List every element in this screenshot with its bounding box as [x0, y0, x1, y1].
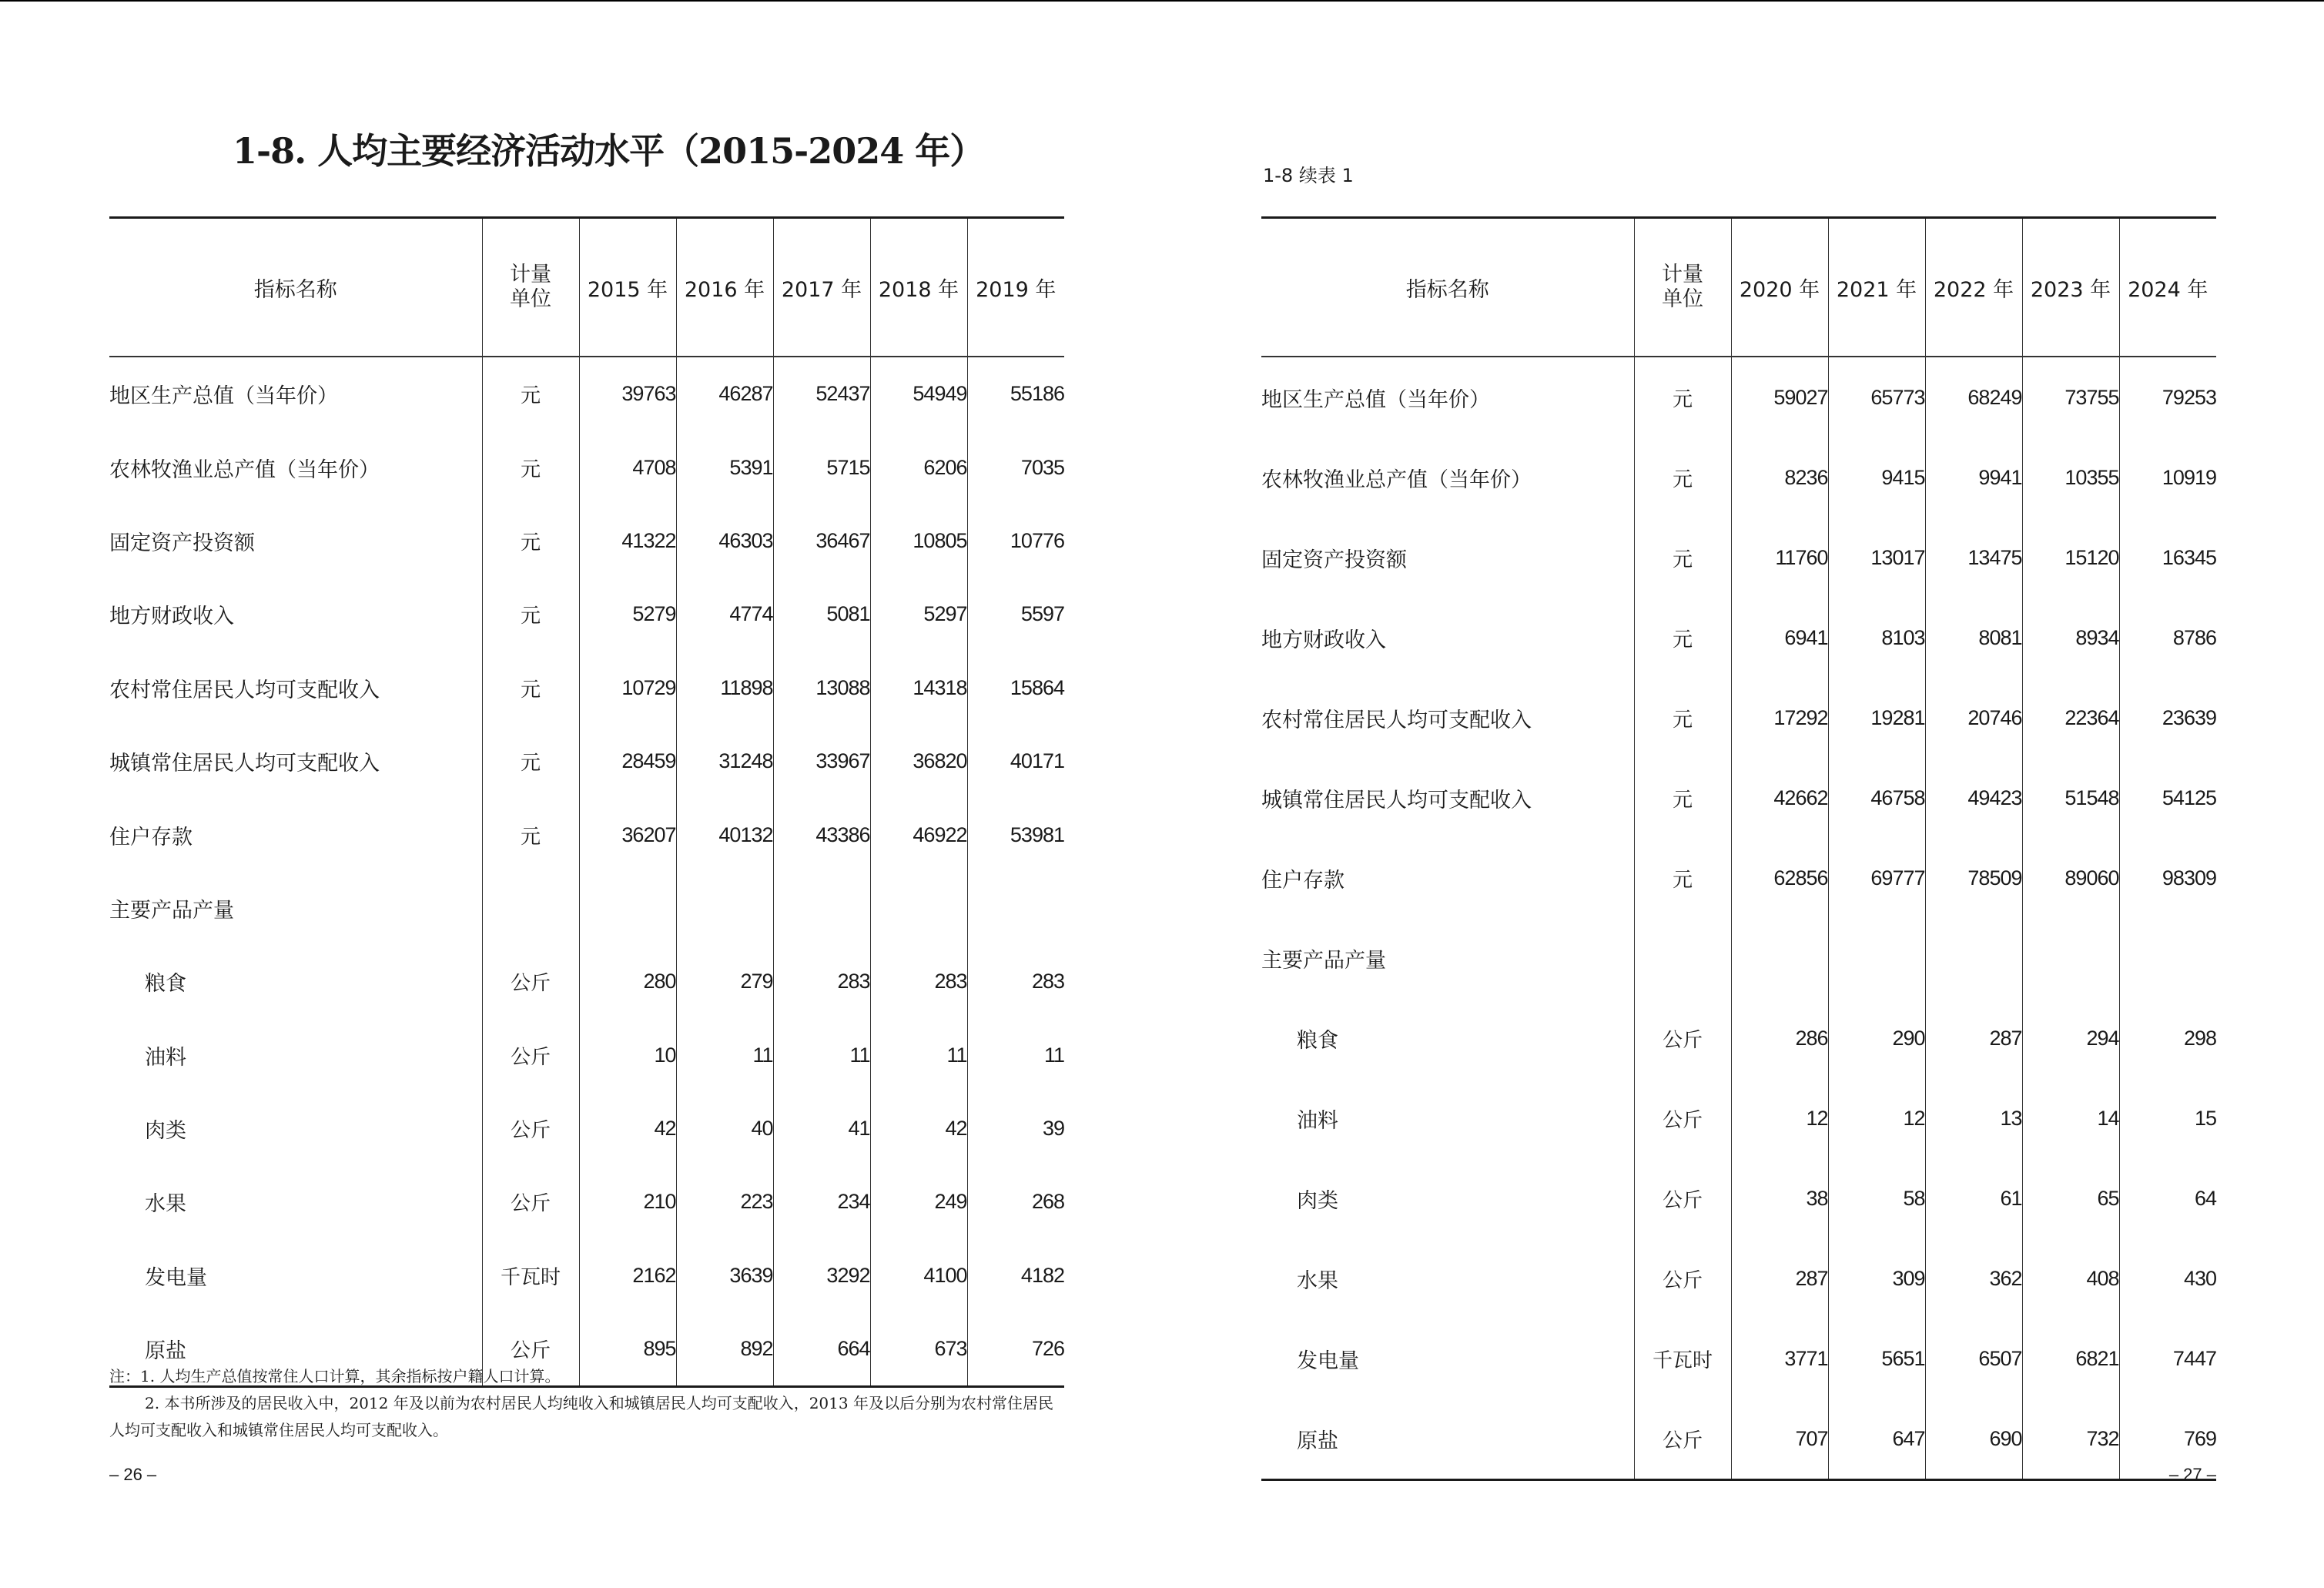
table-body: [109, 357, 1064, 1387]
row-unit: 公斤: [482, 1019, 579, 1092]
row-value: 769: [2119, 1399, 2216, 1480]
header-year: 2022 年: [1925, 218, 2022, 357]
row-value: 664: [773, 1312, 870, 1387]
header-unit-line2: 单位: [510, 287, 551, 311]
row-value: 673: [870, 1312, 967, 1387]
row-value: 9415: [1828, 437, 1925, 518]
row-value: 78509: [1925, 838, 2022, 918]
row-value: 9941: [1925, 437, 2022, 518]
row-value: 3771: [1731, 1318, 1828, 1399]
row-value: 286: [1731, 998, 1828, 1078]
row-value: 408: [2022, 1238, 2119, 1318]
table-row: [1261, 998, 2216, 1078]
row-value: 6821: [2022, 1318, 2119, 1399]
row-value: [1828, 918, 1925, 998]
row-value: 33967: [773, 725, 870, 798]
row-value: 5279: [579, 578, 676, 651]
row-value: 89060: [2022, 838, 2119, 918]
table-row: [109, 945, 1064, 1018]
table-row: [1261, 1078, 2216, 1158]
row-value: 10776: [967, 504, 1064, 578]
header-year: 2018 年: [870, 218, 967, 357]
row-value: 20746: [1925, 678, 2022, 758]
row-value: 31248: [676, 725, 773, 798]
row-value: 42: [870, 1092, 967, 1165]
footnote: 注：1. 人均生产总值按常住人口计算，其余指标按户籍人口计算。: [109, 1367, 561, 1385]
table-row: [109, 1092, 1064, 1165]
header-year: 2020 年: [1731, 218, 1828, 357]
row-value: 36467: [773, 504, 870, 578]
table-row: [1261, 1158, 2216, 1238]
row-value: 8934: [2022, 598, 2119, 678]
row-value: 10805: [870, 504, 967, 578]
row-value: 14318: [870, 652, 967, 725]
row-value: 28459: [579, 725, 676, 798]
data-table-2015-2019: [109, 216, 1064, 1388]
row-value: 290: [1828, 998, 1925, 1078]
row-value: 36820: [870, 725, 967, 798]
row-indicator-name: 主要产品产量: [109, 898, 234, 923]
row-indicator-name: 地区生产总值（当年价）: [109, 384, 338, 409]
row-value: 294: [2022, 998, 2119, 1078]
row-unit: 元: [482, 504, 579, 578]
row-indicator-name: 水果: [1297, 1268, 1338, 1293]
header-year: 2024 年: [2119, 218, 2216, 357]
row-value: 65: [2022, 1158, 2119, 1238]
row-value: 41322: [579, 504, 676, 578]
row-value: 3639: [676, 1239, 773, 1312]
table-row: [109, 872, 1064, 945]
row-value: [2119, 918, 2216, 998]
footnotes: [109, 1363, 1064, 1444]
row-value: 287: [1925, 998, 2022, 1078]
row-value: 362: [1925, 1238, 2022, 1318]
row-unit: 元: [482, 578, 579, 651]
row-value: 4708: [579, 431, 676, 504]
row-value: [579, 872, 676, 945]
continuation-label: 1-8 续表 1: [1263, 165, 1354, 186]
row-unit: [482, 872, 579, 945]
row-unit: 千瓦时: [1634, 1318, 1731, 1399]
row-unit: 元: [482, 798, 579, 871]
row-value: 17292: [1731, 678, 1828, 758]
header-year: 2017 年: [773, 218, 870, 357]
row-value: [773, 872, 870, 945]
table-row: [1261, 758, 2216, 838]
row-indicator-name: 油料: [145, 1045, 186, 1070]
row-value: 42: [579, 1092, 676, 1165]
row-value: 223: [676, 1165, 773, 1238]
table-row: [109, 431, 1064, 504]
row-value: 6507: [1925, 1318, 2022, 1399]
row-value: 46758: [1828, 758, 1925, 838]
row-value: 283: [773, 945, 870, 1018]
row-value: 8236: [1731, 437, 1828, 518]
row-unit: 元: [1634, 357, 1731, 437]
row-value: 58: [1828, 1158, 1925, 1238]
row-value: 61: [1925, 1158, 2022, 1238]
row-value: [967, 872, 1064, 945]
row-value: 7447: [2119, 1318, 2216, 1399]
row-value: 13088: [773, 652, 870, 725]
header-unit-line1: 计量: [510, 263, 551, 286]
row-value: 51548: [2022, 758, 2119, 838]
row-value: 68249: [1925, 357, 2022, 437]
row-value: 5297: [870, 578, 967, 651]
row-value: 55186: [967, 357, 1064, 431]
row-value: 53981: [967, 798, 1064, 871]
row-value: 7035: [967, 431, 1064, 504]
row-value: 3292: [773, 1239, 870, 1312]
row-value: 268: [967, 1165, 1064, 1238]
row-unit: 元: [1634, 598, 1731, 678]
header-indicator-name: 指标名称: [1261, 218, 1634, 357]
table-title: 1-8. 人均主要经济活动水平（2015-2024 年）: [233, 130, 985, 172]
row-indicator-name: 发电量: [1297, 1348, 1359, 1373]
data-table-2020-2024: [1261, 216, 2216, 1481]
row-value: 8103: [1828, 598, 1925, 678]
row-value: 49423: [1925, 758, 2022, 838]
row-value: 42662: [1731, 758, 1828, 838]
row-indicator-name: 肉类: [1297, 1188, 1338, 1213]
row-indicator-name: 农林牧渔业总产值（当年价）: [1261, 467, 1532, 492]
row-value: 43386: [773, 798, 870, 871]
row-value: 15864: [967, 652, 1064, 725]
row-value: 726: [967, 1312, 1064, 1387]
row-value: 59027: [1731, 357, 1828, 437]
table-row: [109, 652, 1064, 725]
table-row: [1261, 1318, 2216, 1399]
footnote: 2. 本书所涉及的居民收入中，2012 年及以前为农村居民人均纯收入和城镇居民人均可支配收入，2013 年及以后分别为农村常住居民人均可支配收入和城镇常住居民人均可支配收入。: [109, 1394, 1053, 1439]
row-value: 13017: [1828, 518, 1925, 598]
table-row: [1261, 1238, 2216, 1318]
table-header-row: [1261, 218, 2216, 357]
header-year: 2023 年: [2022, 218, 2119, 357]
row-value: 46922: [870, 798, 967, 871]
row-unit: 元: [1634, 678, 1731, 758]
table-row: [109, 578, 1064, 651]
row-value: 895: [579, 1312, 676, 1387]
row-value: 4100: [870, 1239, 967, 1312]
row-value: 11898: [676, 652, 773, 725]
row-unit: 元: [482, 431, 579, 504]
row-value: 892: [676, 1312, 773, 1387]
table-row: [109, 798, 1064, 871]
row-value: 46287: [676, 357, 773, 431]
row-value: 13475: [1925, 518, 2022, 598]
row-value: 690: [1925, 1399, 2022, 1480]
row-value: 41: [773, 1092, 870, 1165]
table-row: [1261, 1399, 2216, 1480]
row-value: 5651: [1828, 1318, 1925, 1399]
table-row: [109, 504, 1064, 578]
row-value: 16345: [2119, 518, 2216, 598]
row-value: 11760: [1731, 518, 1828, 598]
row-value: 430: [2119, 1238, 2216, 1318]
header-unit-line1: 计量: [1662, 263, 1703, 286]
row-value: 40171: [967, 725, 1064, 798]
row-indicator-name: 主要产品产量: [1261, 948, 1386, 973]
row-unit: 公斤: [1634, 1078, 1731, 1158]
row-value: 11: [870, 1019, 967, 1092]
row-value: 65773: [1828, 357, 1925, 437]
row-indicator-name: 固定资产投资额: [109, 531, 255, 555]
row-indicator-name: 肉类: [145, 1119, 186, 1144]
table-row: [1261, 437, 2216, 518]
row-value: 15: [2119, 1078, 2216, 1158]
row-indicator-name: 原盐: [1297, 1429, 1338, 1453]
table-row: [1261, 598, 2216, 678]
header-year: 2015 年: [579, 218, 676, 357]
row-indicator-name: 城镇常住居民人均可支配收入: [109, 752, 380, 776]
row-value: 2162: [579, 1239, 676, 1312]
row-unit: 公斤: [1634, 1399, 1731, 1480]
table-row: [1261, 678, 2216, 758]
row-indicator-name: 油料: [1297, 1108, 1338, 1133]
table-body: [1261, 357, 2216, 1480]
row-unit: 公斤: [1634, 1158, 1731, 1238]
header-unit-line2: 单位: [1662, 287, 1703, 311]
row-unit: 公斤: [1634, 998, 1731, 1078]
row-value: 40: [676, 1092, 773, 1165]
row-value: 6941: [1731, 598, 1828, 678]
row-value: 64: [2119, 1158, 2216, 1238]
row-value: [870, 872, 967, 945]
row-unit: 公斤: [482, 1312, 579, 1387]
page-number: – 26 –: [109, 1465, 157, 1484]
row-value: 46303: [676, 504, 773, 578]
row-value: 52437: [773, 357, 870, 431]
row-indicator-name: 住户存款: [1261, 868, 1345, 893]
row-value: [676, 872, 773, 945]
top-border-rule: [0, 0, 2324, 2]
row-indicator-name: 地区生产总值（当年价）: [1261, 387, 1490, 412]
row-value: 234: [773, 1165, 870, 1238]
row-indicator-name: 地方财政收入: [109, 605, 234, 629]
row-value: [2022, 918, 2119, 998]
row-value: 98309: [2119, 838, 2216, 918]
row-unit: 公斤: [1634, 1238, 1731, 1318]
header-year: 2016 年: [676, 218, 773, 357]
row-indicator-name: 住户存款: [109, 825, 193, 849]
row-value: [1731, 918, 1828, 998]
row-indicator-name: 原盐: [145, 1339, 186, 1364]
row-value: 4182: [967, 1239, 1064, 1312]
table-row: [109, 725, 1064, 798]
header-unit: [1634, 218, 1731, 357]
row-value: 12: [1828, 1078, 1925, 1158]
row-value: 732: [2022, 1399, 2119, 1480]
row-value: 279: [676, 945, 773, 1018]
row-value: 5597: [967, 578, 1064, 651]
table-row: [1261, 838, 2216, 918]
row-value: 39: [967, 1092, 1064, 1165]
header-indicator-name: 指标名称: [109, 218, 482, 357]
row-unit: 元: [1634, 518, 1731, 598]
row-value: 8081: [1925, 598, 2022, 678]
row-unit: 元: [482, 357, 579, 431]
row-unit: 元: [1634, 838, 1731, 918]
row-value: 73755: [2022, 357, 2119, 437]
row-value: 40132: [676, 798, 773, 871]
row-value: 54125: [2119, 758, 2216, 838]
row-value: 22364: [2022, 678, 2119, 758]
row-value: 14: [2022, 1078, 2119, 1158]
header-year: 2021 年: [1828, 218, 1925, 357]
table-header-row: [109, 218, 1064, 357]
row-indicator-name: 农村常住居民人均可支配收入: [109, 678, 380, 702]
row-unit: 公斤: [482, 1092, 579, 1165]
row-value: 12: [1731, 1078, 1828, 1158]
row-unit: 元: [1634, 437, 1731, 518]
row-indicator-name: 发电量: [145, 1265, 207, 1290]
row-value: 13: [1925, 1078, 2022, 1158]
row-unit: 元: [1634, 758, 1731, 838]
table-row: [109, 1165, 1064, 1238]
table-row: [1261, 918, 2216, 998]
row-value: 280: [579, 945, 676, 1018]
row-value: 23639: [2119, 678, 2216, 758]
row-value: 10919: [2119, 437, 2216, 518]
row-indicator-name: 农林牧渔业总产值（当年价）: [109, 457, 380, 482]
row-value: 10: [579, 1019, 676, 1092]
row-value: [1925, 918, 2022, 998]
header-unit: [482, 218, 579, 357]
row-value: 707: [1731, 1399, 1828, 1480]
row-unit: 元: [482, 652, 579, 725]
table-row: [109, 1019, 1064, 1092]
row-value: 4774: [676, 578, 773, 651]
row-value: 19281: [1828, 678, 1925, 758]
row-indicator-name: 粮食: [1297, 1028, 1338, 1053]
row-value: 647: [1828, 1399, 1925, 1480]
table-row: [1261, 357, 2216, 437]
row-indicator-name: 地方财政收入: [1261, 628, 1386, 652]
row-indicator-name: 农村常住居民人均可支配收入: [1261, 708, 1532, 732]
row-value: 287: [1731, 1238, 1828, 1318]
row-value: 69777: [1828, 838, 1925, 918]
row-indicator-name: 固定资产投资额: [1261, 548, 1407, 572]
row-value: 210: [579, 1165, 676, 1238]
row-value: 11: [676, 1019, 773, 1092]
row-indicator-name: 水果: [145, 1192, 186, 1217]
row-value: 15120: [2022, 518, 2119, 598]
row-value: 54949: [870, 357, 967, 431]
row-value: 283: [967, 945, 1064, 1018]
row-value: 283: [870, 945, 967, 1018]
row-value: 38: [1731, 1158, 1828, 1238]
header-year: 2019 年: [967, 218, 1064, 357]
row-value: 5081: [773, 578, 870, 651]
page-number: – 27 –: [2168, 1465, 2216, 1484]
row-value: 11: [967, 1019, 1064, 1092]
row-value: 8786: [2119, 598, 2216, 678]
row-unit: 元: [482, 725, 579, 798]
table-row: [1261, 518, 2216, 598]
row-value: 11: [773, 1019, 870, 1092]
table-row: [109, 357, 1064, 431]
row-indicator-name: 城镇常住居民人均可支配收入: [1261, 788, 1532, 812]
row-value: 6206: [870, 431, 967, 504]
row-value: 5391: [676, 431, 773, 504]
row-value: 79253: [2119, 357, 2216, 437]
row-unit: 公斤: [482, 1165, 579, 1238]
row-value: 298: [2119, 998, 2216, 1078]
row-unit: 千瓦时: [482, 1239, 579, 1312]
row-value: 62856: [1731, 838, 1828, 918]
row-value: 309: [1828, 1238, 1925, 1318]
row-value: 249: [870, 1165, 967, 1238]
row-value: 5715: [773, 431, 870, 504]
row-value: 10355: [2022, 437, 2119, 518]
row-unit: [1634, 918, 1731, 998]
row-unit: 公斤: [482, 945, 579, 1018]
row-indicator-name: 粮食: [145, 972, 186, 997]
row-value: 10729: [579, 652, 676, 725]
row-value: 39763: [579, 357, 676, 431]
table-row: [109, 1239, 1064, 1312]
row-value: 36207: [579, 798, 676, 871]
